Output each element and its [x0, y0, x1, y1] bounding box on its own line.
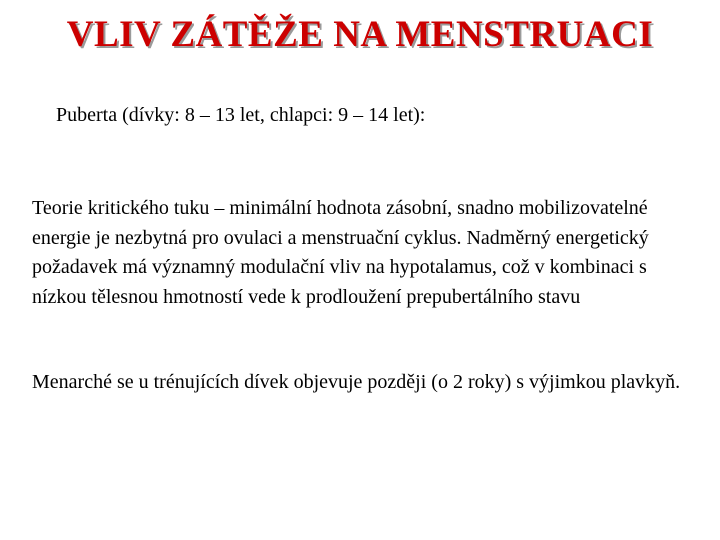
puberta-subtitle: Puberta (dívky: 8 – 13 let, chlapci: 9 – 14 let): — [56, 104, 426, 126]
paragraph-critical-fat-theory: Teorie kritického tuku – minimální hodnota zásobní, snadno mobilizovatelné energie je nezbytná pro ovulaci a menstruační cyklus. Nadměrný energetický požadavek má významný modulační vliv na hypotalamus, což v kombinaci s nízkou tělesnou hmotností vede k prodloužení prepubertálního stavu — [32, 197, 649, 308]
slide-title: VLIV ZÁTĚŽE NA MENSTRUACI — [66, 14, 654, 55]
paragraph-menarche: Menarché se u trénujících dívek objevuje později (o 2 roky) s výjimkou plavkyň. — [32, 371, 681, 393]
